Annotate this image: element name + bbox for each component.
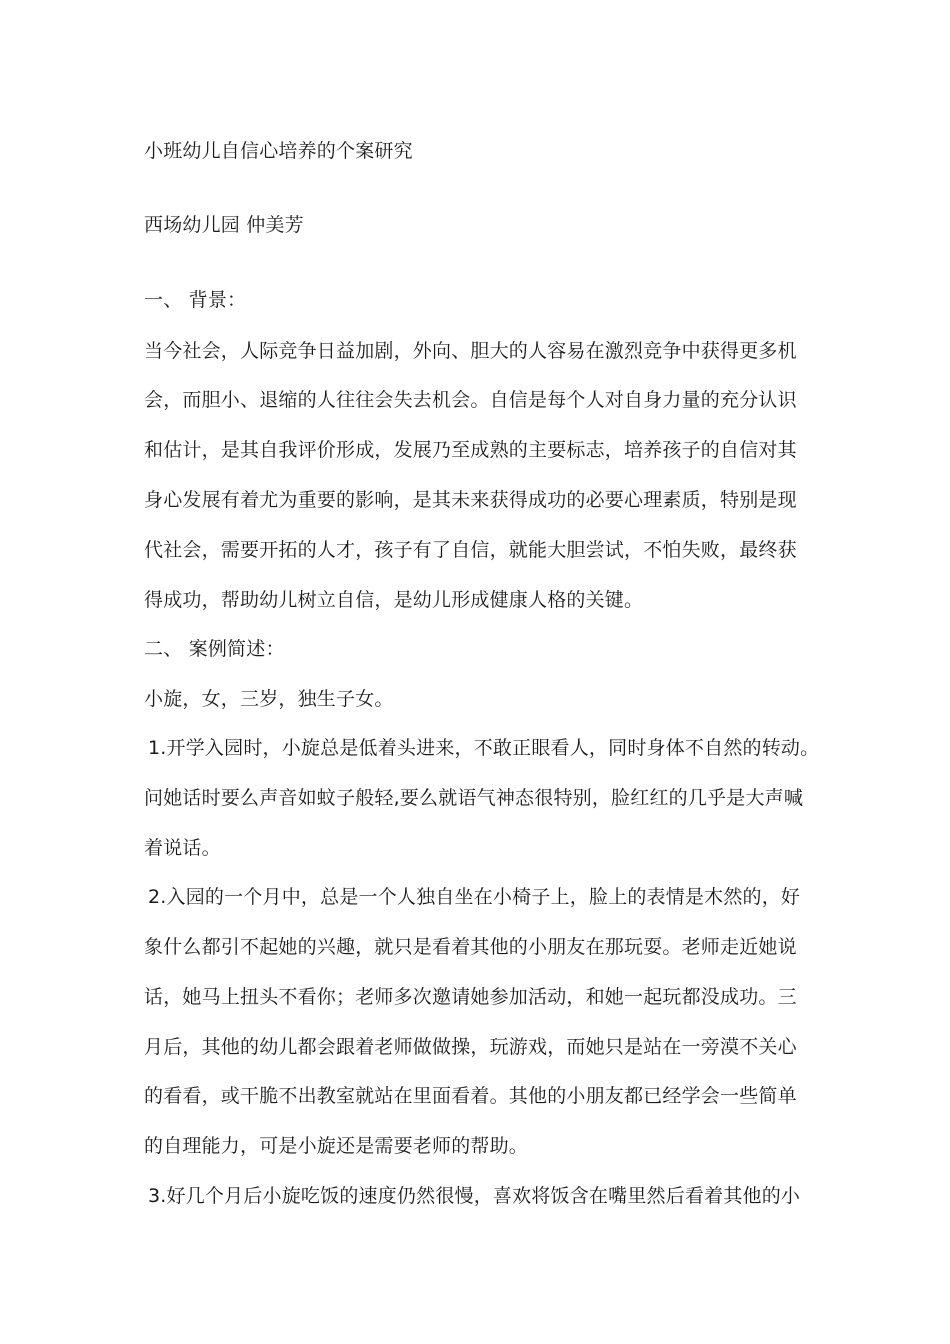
section-heading-case: 二、 案例简述： [144, 638, 285, 660]
paragraph-line: 当今社会，人际竞争日益加剧，外向、胆大的人容易在激烈竞争中获得更多机 [144, 340, 797, 362]
paragraph-line: 的看看，或干脆不出教室就站在里面看着。其他的小朋友都已经学会一些简单 [144, 1085, 797, 1107]
document-title: 小班幼儿自信心培养的个案研究 [144, 140, 413, 162]
paragraph-line: 和估计，是其自我评价形成，发展乃至成熟的主要标志，培养孩子的自信对其 [144, 439, 797, 461]
paragraph-line: 话，她马上扭头不看你；老师多次邀请她参加活动，和她一起玩都没成功。三 [144, 986, 797, 1008]
section-heading-background: 一、 背景： [144, 289, 247, 311]
paragraph-line: 3.好几个月后小旋吃饭的速度仍然很慢，喜欢将饭含在嘴里然后看着其他的小 [148, 1185, 801, 1207]
paragraph-line: 1.开学入园时，小旋总是低着头进来，不敢正眼看人，同时身体不自然的转动。 [148, 737, 820, 759]
paragraph-line: 会，而胆小、退缩的人往往会失去机会。自信是每个人对自身力量的充分认识 [144, 389, 797, 411]
paragraph-line: 象什么都引不起她的兴趣，就只是看着其他的小朋友在那玩耍。老师走近她说 [144, 936, 797, 958]
paragraph-line: 代社会，需要开拓的人才，孩子有了自信，就能大胆尝试，不怕失败，最终获 [144, 539, 797, 561]
paragraph-line: 小旋，女，三岁，独生子女。 [144, 688, 394, 710]
paragraph-line: 得成功，帮助幼儿树立自信，是幼儿形成健康人格的关键。 [144, 589, 644, 611]
paragraph-line: 问她话时要么声音如蚊子般轻,要么就语气神态很特别，脸红红的几乎是大声喊 [144, 787, 804, 809]
paragraph-line: 着说话。 [144, 837, 221, 859]
document-author: 西场幼儿园 仲美芳 [144, 214, 304, 236]
paragraph-line: 2.入园的一个月中，总是一个人独自坐在小椅子上，脸上的表情是木然的，好 [148, 886, 801, 908]
paragraph-line: 身心发展有着尤为重要的影响，是其未来获得成功的必要心理素质，特别是现 [144, 489, 797, 511]
paragraph-line: 月后，其他的幼儿都会跟着老师做做操，玩游戏，而她只是站在一旁漠不关心 [144, 1036, 797, 1058]
paragraph-line: 的自理能力，可是小旋还是需要老师的帮助。 [144, 1135, 529, 1157]
